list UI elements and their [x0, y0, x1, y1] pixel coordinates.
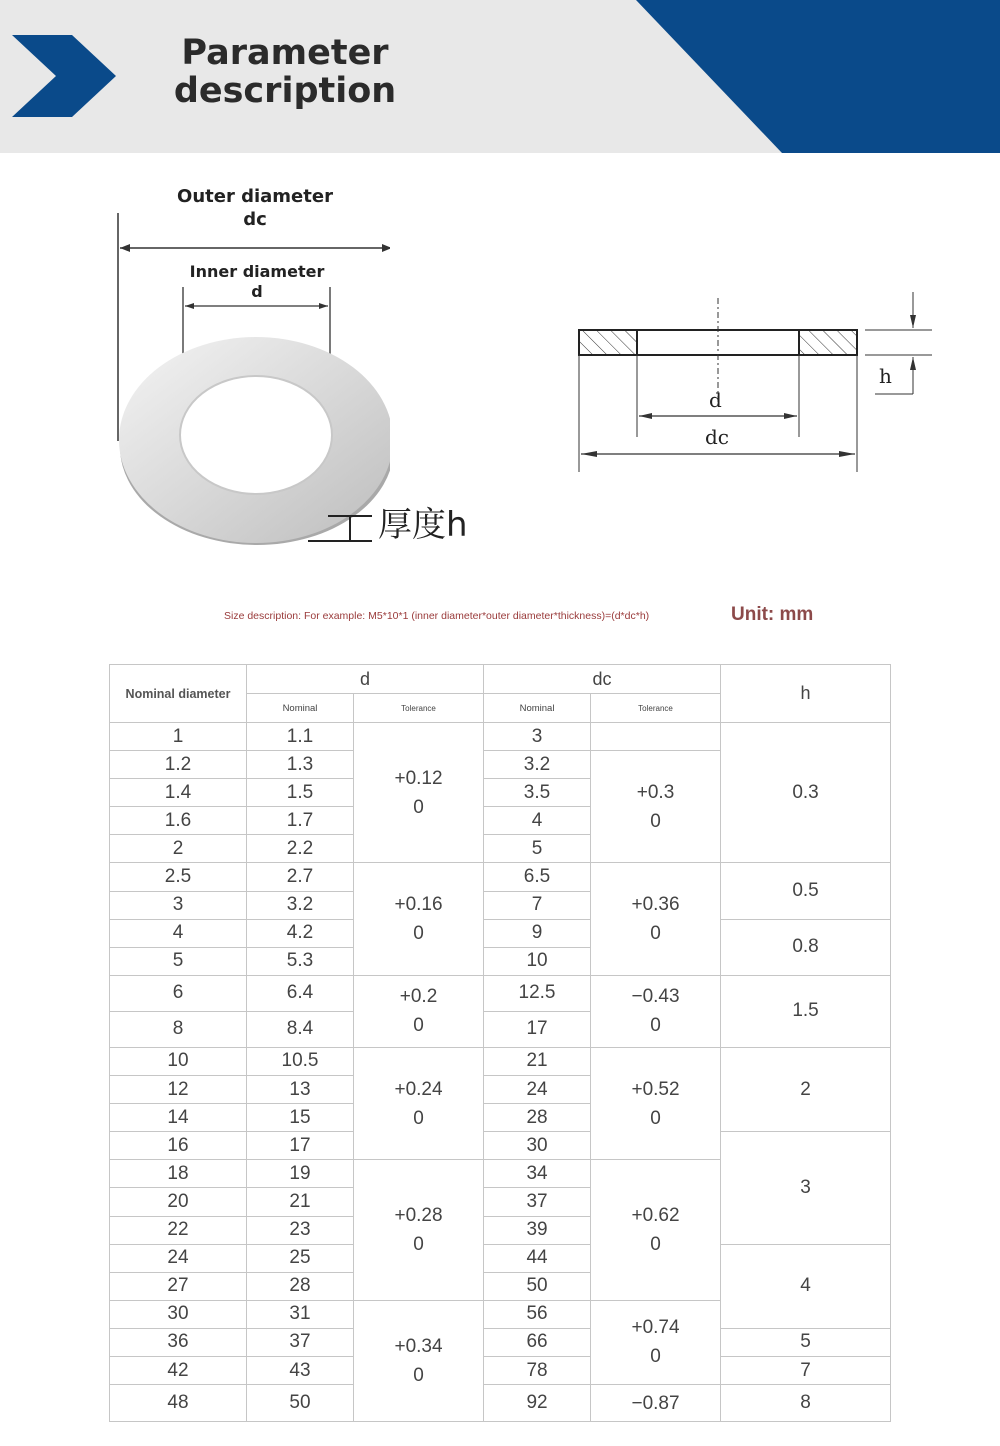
d-nominal-cell: 2.2	[247, 835, 354, 863]
d-tolerance-cell	[354, 1047, 484, 1159]
dc-tolerance-cell	[591, 723, 721, 751]
h-cell: 0.3	[721, 723, 891, 863]
d-nominal-cell: 1.1	[247, 723, 354, 751]
header-h: h	[721, 665, 891, 723]
table-row	[110, 1385, 891, 1422]
dc-tolerance-cell	[591, 863, 721, 975]
washer-size-table	[109, 664, 891, 1422]
d-nominal-cell: 21	[247, 1188, 354, 1216]
dc-dimension-label: dc	[705, 425, 730, 449]
nominal-diameter-cell: 36	[110, 1328, 247, 1356]
dc-tolerance-cell-upper: +0.62	[631, 1205, 680, 1227]
dc-nominal-cell: 7	[484, 891, 591, 919]
dc-nominal-cell: 24	[484, 1076, 591, 1104]
d-nominal-cell: 1.3	[247, 751, 354, 779]
dc-tolerance-cell-lower: 0	[650, 1015, 661, 1037]
h-cell: 3	[721, 1132, 891, 1244]
d-tolerance-cell	[354, 723, 484, 863]
dc-nominal-cell: 50	[484, 1272, 591, 1300]
d-nominal-cell: 31	[247, 1300, 354, 1328]
h-cell: 7	[721, 1356, 891, 1384]
washer-photo	[100, 175, 390, 555]
dc-nominal-cell: 3.5	[484, 779, 591, 807]
dc-nominal-cell: 9	[484, 919, 591, 947]
dc-tolerance-cell-lower: 0	[650, 923, 661, 945]
d-tolerance-cell	[354, 863, 484, 975]
header-nominal-diameter: Nominal diameter	[110, 665, 247, 723]
d-tolerance-cell-lower: 0	[413, 923, 424, 945]
dc-tolerance-cell	[591, 1160, 721, 1300]
d-nominal-cell: 5.3	[247, 947, 354, 975]
thickness-label: 厚度h	[378, 505, 468, 545]
d-nominal-cell: 25	[247, 1244, 354, 1272]
d-tolerance-cell-upper: +0.12	[394, 767, 443, 789]
dc-nominal-cell: 3.2	[484, 751, 591, 779]
dc-nominal-cell: 44	[484, 1244, 591, 1272]
nominal-diameter-cell: 20	[110, 1188, 247, 1216]
h-cell: 1.5	[721, 975, 891, 1047]
h-cell: 8	[721, 1385, 891, 1422]
outer-diameter-label: Outer diameter dc	[177, 186, 333, 230]
dc-nominal-cell: 5	[484, 835, 591, 863]
dc-nominal-cell: 34	[484, 1160, 591, 1188]
h-cell: 0.8	[721, 919, 891, 975]
nominal-diameter-cell: 14	[110, 1104, 247, 1132]
d-nominal-cell: 3.2	[247, 891, 354, 919]
d-tolerance-cell-upper: +0.2	[399, 986, 438, 1008]
dc-tolerance-cell-upper: −0.87	[631, 1392, 680, 1414]
d-nominal-cell: 1.5	[247, 779, 354, 807]
d-nominal-cell: 4.2	[247, 919, 354, 947]
dc-tolerance-cell	[591, 975, 721, 1047]
header-d: d	[247, 665, 484, 694]
table-row	[110, 723, 891, 751]
nominal-diameter-cell: 10	[110, 1047, 247, 1075]
table-row	[110, 1244, 891, 1272]
dc-nominal-cell: 6.5	[484, 863, 591, 891]
dc-tolerance-cell-upper: +0.3	[636, 781, 675, 803]
d-nominal-cell: 1.7	[247, 807, 354, 835]
size-description: Size description: For example: M5*10*1 (inner diameter*outer diameter*thickness)=(d*dc*h)	[224, 610, 650, 622]
nominal-diameter-cell: 6	[110, 975, 247, 1011]
header-dc-nominal: Nominal	[484, 694, 591, 723]
nominal-diameter-cell: 16	[110, 1132, 247, 1160]
d-nominal-cell: 2.7	[247, 863, 354, 891]
dc-tolerance-cell-upper: +0.52	[631, 1078, 680, 1100]
d-tolerance-cell-upper: +0.16	[394, 894, 443, 916]
chevron-right-icon	[12, 35, 116, 117]
nominal-diameter-cell: 2	[110, 835, 247, 863]
d-nominal-cell: 50	[247, 1385, 354, 1422]
dc-nominal-cell: 92	[484, 1385, 591, 1422]
dc-nominal-cell: 78	[484, 1356, 591, 1384]
h-cell: 0.5	[721, 863, 891, 919]
dc-nominal-cell: 30	[484, 1132, 591, 1160]
d-tolerance-cell-lower: 0	[413, 796, 424, 818]
dc-tolerance-cell-lower: 0	[650, 1234, 661, 1256]
h-cell: 4	[721, 1244, 891, 1328]
d-nominal-cell: 13	[247, 1076, 354, 1104]
d-nominal-cell: 19	[247, 1160, 354, 1188]
h-dimension-label: h	[879, 364, 892, 388]
nominal-diameter-cell: 5	[110, 947, 247, 975]
nominal-diameter-cell: 1	[110, 723, 247, 751]
d-tolerance-cell	[354, 1300, 484, 1421]
nominal-diameter-cell: 18	[110, 1160, 247, 1188]
h-cell: 5	[721, 1328, 891, 1356]
inner-diameter-label: Inner diameter d	[189, 262, 325, 301]
d-tolerance-cell-upper: +0.28	[394, 1205, 443, 1227]
dc-nominal-cell: 12.5	[484, 975, 591, 1011]
table-row	[110, 975, 891, 1011]
nominal-diameter-cell: 27	[110, 1272, 247, 1300]
table-row	[110, 1047, 891, 1075]
dc-nominal-cell: 3	[484, 723, 591, 751]
nominal-diameter-cell: 1.4	[110, 779, 247, 807]
d-nominal-cell: 6.4	[247, 975, 354, 1011]
dc-nominal-cell: 66	[484, 1328, 591, 1356]
dc-tolerance-cell-lower: 0	[650, 810, 661, 832]
d-nominal-cell: 10.5	[247, 1047, 354, 1075]
nominal-diameter-cell: 2.5	[110, 863, 247, 891]
nominal-diameter-cell: 12	[110, 1076, 247, 1104]
table-row	[110, 919, 891, 947]
unit-label: Unit: mm	[731, 604, 814, 625]
d-nominal-cell: 23	[247, 1216, 354, 1244]
header-d-tolerance: Tolerance	[354, 694, 484, 723]
table-body	[110, 723, 891, 1422]
d-nominal-cell: 17	[247, 1132, 354, 1160]
header-dc: dc	[484, 665, 721, 694]
table-row	[110, 1328, 891, 1356]
dc-nominal-cell: 17	[484, 1011, 591, 1047]
nominal-diameter-cell: 48	[110, 1385, 247, 1422]
dc-tolerance-cell	[591, 1385, 721, 1422]
dc-nominal-cell: 39	[484, 1216, 591, 1244]
dc-nominal-cell: 10	[484, 947, 591, 975]
nominal-diameter-cell: 4	[110, 919, 247, 947]
dc-nominal-cell: 37	[484, 1188, 591, 1216]
dc-tolerance-cell-upper: +0.36	[631, 894, 680, 916]
page-title: Parameter description	[173, 33, 397, 111]
nominal-diameter-cell: 30	[110, 1300, 247, 1328]
d-nominal-cell: 28	[247, 1272, 354, 1300]
nominal-diameter-cell: 1.6	[110, 807, 247, 835]
d-nominal-cell: 8.4	[247, 1011, 354, 1047]
banner-accent-shape	[636, 0, 1000, 153]
d-tolerance-cell-upper: +0.24	[394, 1078, 443, 1100]
h-cell: 2	[721, 1047, 891, 1131]
d-tolerance-cell	[354, 1160, 484, 1300]
d-tolerance-cell-lower: 0	[413, 1015, 424, 1037]
nominal-diameter-cell: 22	[110, 1216, 247, 1244]
nominal-diameter-cell: 1.2	[110, 751, 247, 779]
dc-tolerance-cell-upper: +0.74	[631, 1317, 680, 1339]
dc-tolerance-cell-upper: −0.43	[631, 986, 680, 1008]
d-tolerance-cell-lower: 0	[413, 1364, 424, 1386]
d-dimension-label: d	[709, 388, 722, 412]
table-row	[110, 1132, 891, 1160]
d-tolerance-cell-upper: +0.34	[394, 1335, 443, 1357]
dc-tolerance-cell-lower: 0	[650, 1346, 661, 1368]
dc-nominal-cell: 28	[484, 1104, 591, 1132]
d-tolerance-cell-lower: 0	[413, 1107, 424, 1129]
header-banner	[0, 0, 1000, 153]
table-row	[110, 1356, 891, 1384]
d-nominal-cell: 43	[247, 1356, 354, 1384]
d-nominal-cell: 37	[247, 1328, 354, 1356]
header-dc-tolerance: Tolerance	[591, 694, 721, 723]
dc-tolerance-cell	[591, 1300, 721, 1384]
dc-tolerance-cell-lower: 0	[650, 1107, 661, 1129]
nominal-diameter-cell: 24	[110, 1244, 247, 1272]
dc-nominal-cell: 4	[484, 807, 591, 835]
nominal-diameter-cell: 8	[110, 1011, 247, 1047]
dc-nominal-cell: 56	[484, 1300, 591, 1328]
dc-tolerance-cell	[591, 751, 721, 863]
d-tolerance-cell-lower: 0	[413, 1234, 424, 1256]
header-d-nominal: Nominal	[247, 694, 354, 723]
cross-section-drawing	[570, 290, 950, 480]
table-row	[110, 863, 891, 891]
d-tolerance-cell	[354, 975, 484, 1047]
d-nominal-cell: 15	[247, 1104, 354, 1132]
nominal-diameter-cell: 42	[110, 1356, 247, 1384]
dc-nominal-cell: 21	[484, 1047, 591, 1075]
nominal-diameter-cell: 3	[110, 891, 247, 919]
dc-tolerance-cell	[591, 1047, 721, 1159]
